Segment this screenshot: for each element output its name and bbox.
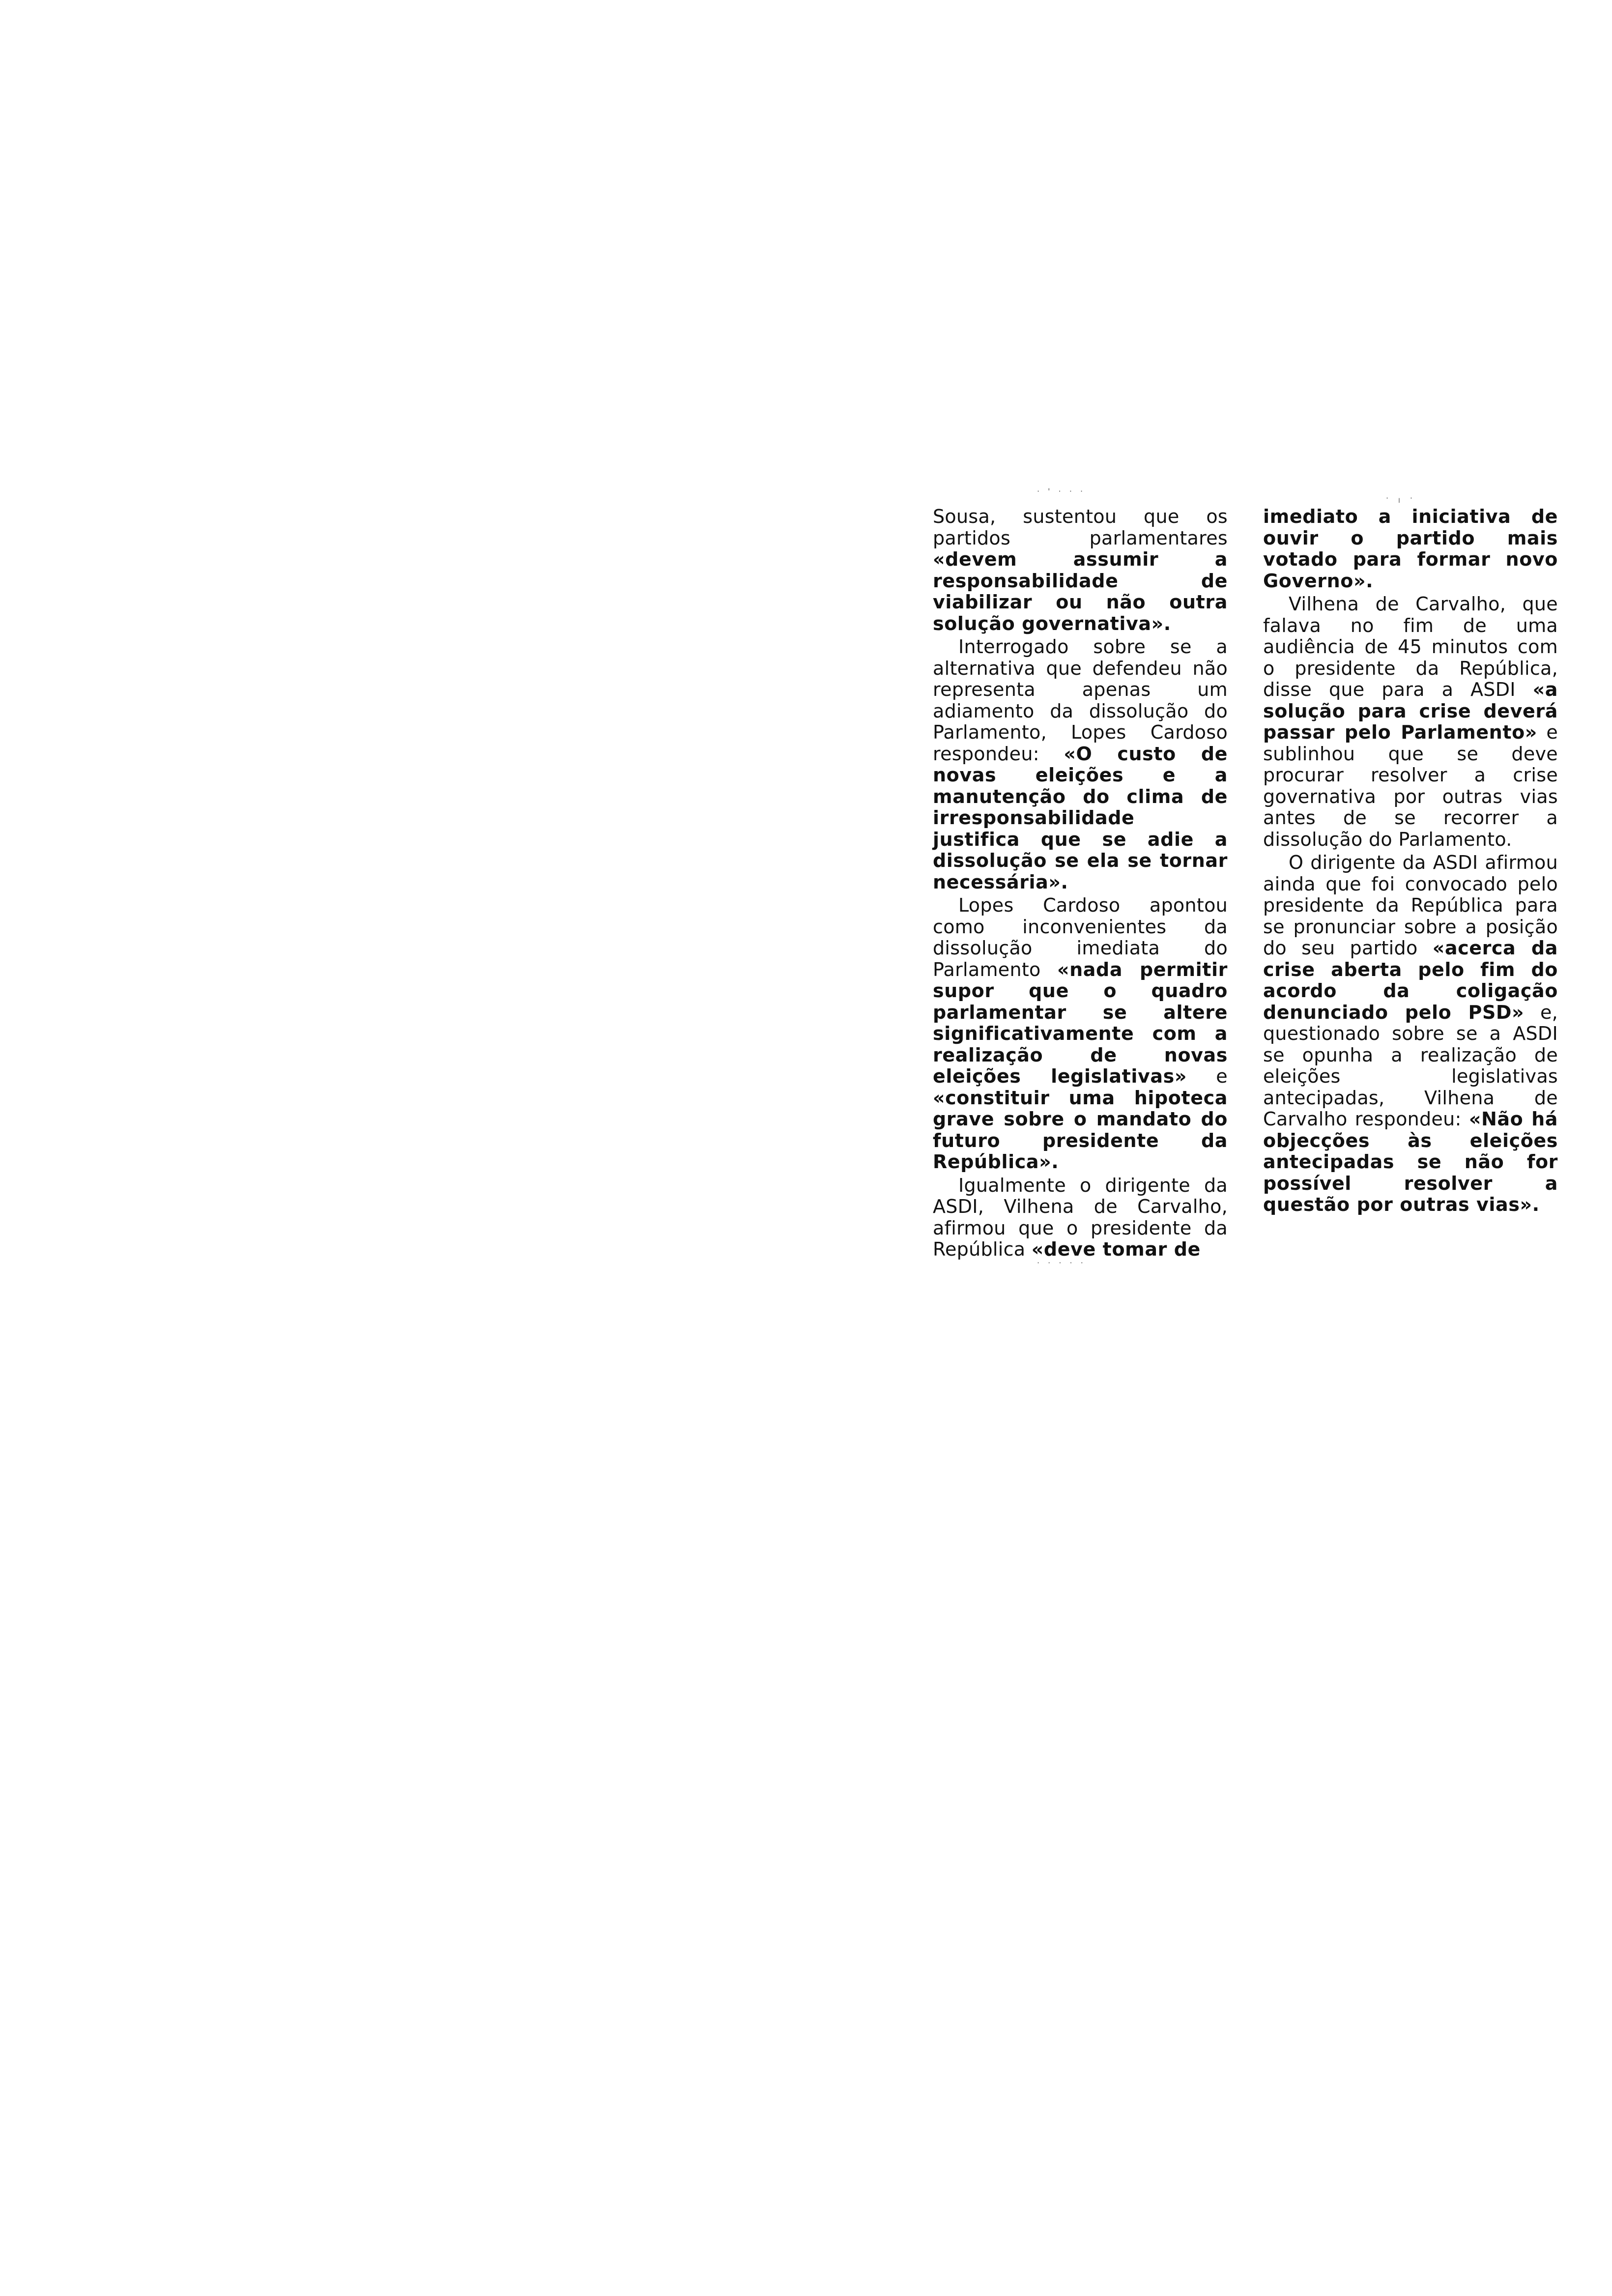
- article-paragraph: [933, 506, 1228, 634]
- article-paragraph: [1263, 506, 1558, 592]
- quoted-statement: «devem assumir a responsabilidade de viabilizar ou não outra solução governativa».: [933, 548, 1228, 634]
- quoted-statement: «O custo de novas eleições e a manutenção do clima de irresponsabilidade justifica que se adie a dissolução se ela se tornar necessária».: [933, 743, 1228, 893]
- body-text: Igualmente o dirigente da ASDI, Vilhena de Carvalho, afirmou que o presidente da República: [933, 1174, 1228, 1260]
- body-text: O dirigente da ASDI afirmou ainda que foi convocado pelo presidente da República para se pronunciar sobre a posição do seu partido: [1263, 852, 1558, 959]
- body-text: e: [1187, 1065, 1228, 1087]
- article-paragraph: [933, 895, 1228, 1173]
- article-column-right: [1263, 506, 1558, 1216]
- quoted-statement: «constituir uma hipoteca grave sobre o mandato do futuro presidente da República».: [933, 1087, 1228, 1173]
- article-column-left: [933, 506, 1228, 1261]
- article-paragraph: [933, 1175, 1228, 1261]
- scan-noise-bottom-left: · · · · ·: [1037, 1258, 1086, 1267]
- body-text: Vilhena de Carvalho, que falava no fim de uma audiência de 45 minutos com o presidente da República, disse que para a ASDI: [1263, 593, 1558, 700]
- article-paragraph: [1263, 852, 1558, 1216]
- scan-noise-top-left: · ' · · ·: [1037, 487, 1086, 496]
- body-text: Lopes Cardoso apontou como inconvenientes da dissolução imediata do Parlamento: [933, 894, 1228, 980]
- article-paragraph: [1263, 594, 1558, 850]
- body-text: Interrogado sobre se a alternativa que defendeu não representa apenas um adiamento da dissolução do Parlamento, Lopes Cardoso respondeu:: [933, 636, 1228, 765]
- body-text: Sousa, sustentou que os partidos parlamentares: [933, 506, 1228, 549]
- quoted-statement: «Não há objecções às eleições antecipadas se não for possível resolver a questão por outras vias».: [1263, 1108, 1558, 1215]
- newspaper-clipping: [924, 487, 1568, 1273]
- body-text: e, questionado sobre se a ASDI se opunha a realização de eleições legislativas antecipadas, Vilhena de Carvalho respondeu:: [1263, 1001, 1558, 1130]
- quoted-statement: «deve tomar de: [1031, 1238, 1201, 1260]
- quoted-statement: «acerca da crise aberta pelo fim do acordo da coligação denunciado pelo PSD»: [1263, 937, 1558, 1023]
- scan-noise-top-right: · ╷ ·: [1386, 493, 1415, 503]
- article-paragraph: [933, 636, 1228, 893]
- body-text: e sublinhou que se deve procurar resolver a crise governativa por outras vias antes de se recorrer a dissolução do Parlamento.: [1263, 721, 1558, 850]
- quoted-statement: «nada permitir supor que o quadro parlamentar se altere significativamente com a realização de novas eleições legislativas»: [933, 958, 1228, 1087]
- quoted-statement: imediato a iniciativa de ouvir o partido mais votado para formar novo Governo».: [1263, 506, 1558, 592]
- quoted-statement: «a solução para crise deverá passar pelo Parlamento»: [1263, 679, 1558, 743]
